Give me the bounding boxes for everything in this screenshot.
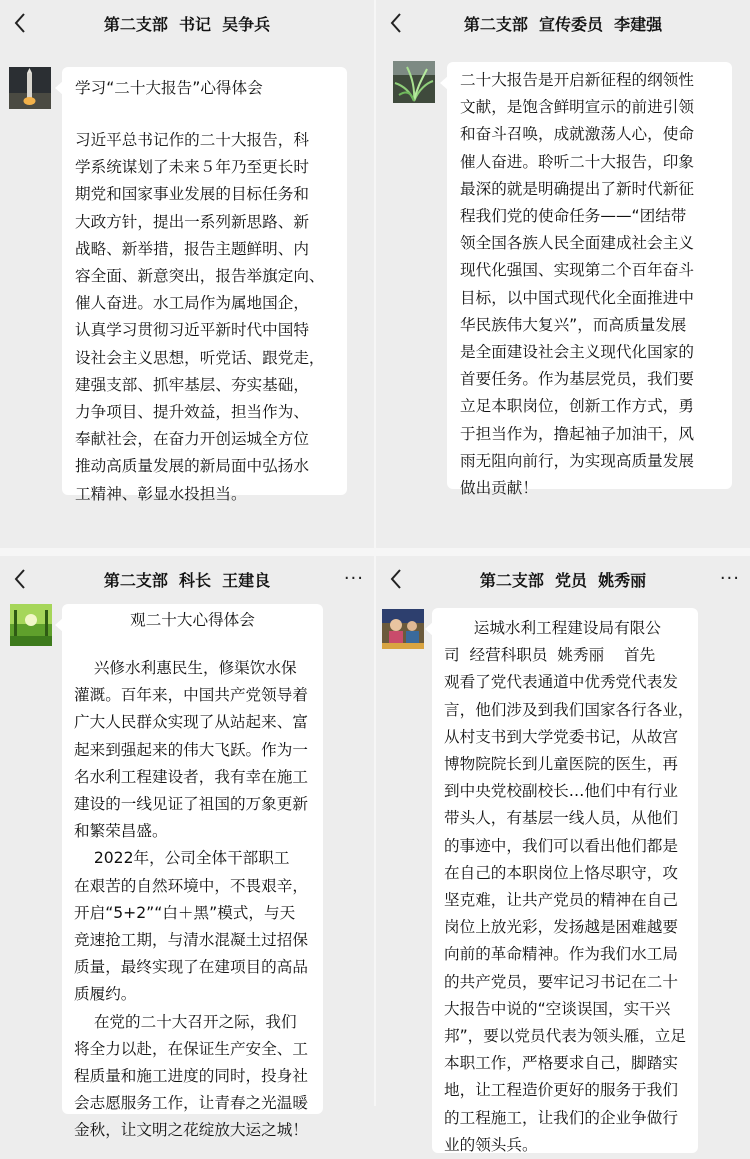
message-line: 现代化强国、实现第二个百年奋斗 bbox=[460, 261, 694, 280]
message-line: 推动高质量发展的新局面中弘扬水 bbox=[75, 457, 309, 476]
message-line: 开启“5+2”“白＋黑”模式，与天 bbox=[74, 903, 296, 922]
message-line: 质履约。 bbox=[74, 985, 137, 1004]
message-bubble bbox=[447, 62, 732, 498]
avatar[interactable] bbox=[9, 67, 51, 109]
message-line: 业的领头兵。 bbox=[444, 1135, 538, 1154]
message-line: 金秋，让文明之花绽放大运之城！ bbox=[74, 1121, 308, 1140]
message-line: 质量，最终实现了在建项目的高品 bbox=[74, 958, 308, 977]
message-line: 二十大报告是开启新征程的纲领性 bbox=[460, 71, 694, 89]
message-line: 岗位上放光彩，发扬越是困难越要 bbox=[444, 918, 678, 937]
chat-panel-4 bbox=[376, 556, 750, 1154]
message-line: 带头人，有基层一线人员，从他们 bbox=[444, 809, 678, 828]
message-bubble bbox=[62, 604, 323, 1140]
message-line: 到中央党校副校长…他们中有行业 bbox=[444, 782, 678, 801]
message-line: 建强支部、抓牢基层、夯实基础， bbox=[75, 375, 309, 394]
message-line: 工精神、彰显水投担当。 bbox=[75, 484, 247, 503]
message-line: 催人奋进。水工局作为属地国企， bbox=[75, 294, 309, 313]
message-line: 于担当作为，撸起袖子加油干，风 bbox=[460, 424, 694, 443]
message-line: 程我们党的使命任务——“团结带 bbox=[460, 207, 687, 226]
message-line: 奉献社会，在奋力开创运城全方位 bbox=[75, 430, 309, 449]
message-body bbox=[460, 67, 694, 502]
message-line: 领全国各族人民全面建成社会主义 bbox=[460, 234, 694, 253]
message-line: 坚克难，让共产党员的精神在自己 bbox=[444, 891, 678, 910]
message-line: 认真学习贯彻习近平新时代中国特 bbox=[75, 321, 309, 340]
message-line: 大报告中说的“空谈误国，实干兴 bbox=[444, 999, 671, 1018]
message-line: 催人奋进。聆听二十大报告，印象 bbox=[460, 152, 694, 171]
message-bubble bbox=[432, 608, 698, 1153]
message-line: 目标，以中国式现代化全面推进中 bbox=[460, 288, 694, 307]
message-line: 最深的就是明确提出了新时代新征 bbox=[460, 179, 694, 198]
avatar[interactable] bbox=[393, 61, 435, 103]
message-line: 在党的二十大召开之际，我们 bbox=[74, 1012, 297, 1031]
message-line: 的共产党员，要牢记习书记在二十 bbox=[444, 972, 678, 991]
message-line: 名水利工程建设者，我有幸在施工 bbox=[74, 767, 308, 786]
message-line: 在自己的本职岗位上恪尽职守，攻 bbox=[444, 863, 678, 882]
message-body bbox=[75, 127, 325, 508]
message-body bbox=[74, 655, 308, 1145]
message-line: 广大人民群众实现了从站起来、富 bbox=[74, 713, 308, 732]
message-line: 博物院院长到儿童医院的医生，再 bbox=[444, 755, 678, 774]
message-line: 在艰苦的自然环境中，不畏艰辛， bbox=[74, 876, 308, 895]
message-bubble bbox=[62, 67, 347, 503]
avatar[interactable] bbox=[10, 604, 50, 644]
message-line: 将全力以赴，在保证生产安全、工 bbox=[74, 1039, 308, 1058]
chat-title: 第二支部 科长 王建良 bbox=[103, 571, 271, 590]
chat-header bbox=[0, 556, 374, 602]
message-heading: 观二十大心得体会 bbox=[130, 611, 255, 629]
message-line: 文献，是饱含鲜明宣示的前进引领 bbox=[460, 98, 694, 117]
message-line: 力争项目、提升效益，担当作为、 bbox=[75, 403, 309, 422]
message-line: 从村支书到大学党委书记，从故宫 bbox=[444, 727, 678, 746]
more-icon[interactable]: ··· bbox=[719, 568, 740, 589]
avatar[interactable] bbox=[382, 608, 422, 646]
message-line: 司 经营科职员 姚秀丽 首先 bbox=[444, 646, 656, 665]
chat-panel-1 bbox=[0, 0, 374, 548]
message-line: 的事迹中，我们可以看出他们都是 bbox=[444, 836, 678, 855]
horizontal-divider bbox=[0, 548, 750, 556]
chat-title: 第二支部 宣传委员 李建强 bbox=[463, 15, 663, 34]
message-line: 是全面建设社会主义现代化国家的 bbox=[460, 343, 694, 362]
message-line: 大政方针，提出一系列新思路、新 bbox=[75, 212, 309, 231]
message-line: 期党和国家事业发展的目标任务和 bbox=[75, 185, 309, 204]
chevron-left-icon[interactable] bbox=[10, 566, 32, 592]
message-heading: 学习“二十大报告”心得体会 bbox=[75, 79, 263, 97]
message-line: 华民族伟大复兴”，而高质量发展 bbox=[460, 315, 687, 334]
message-line: 和奋斗召唤，成就激荡人心，使命 bbox=[460, 125, 694, 144]
message-line: 运城水利工程建设局有限公 bbox=[444, 619, 661, 637]
message-line: 起来到强起来的伟大飞跃。作为一 bbox=[74, 740, 308, 759]
message-line: 学系统谋划了未来５年乃至更长时 bbox=[75, 158, 309, 177]
message-body bbox=[444, 615, 694, 1159]
message-line: 做出贡献！ bbox=[460, 479, 538, 498]
message-line: 地，让工程造价更好的服务于我们 bbox=[444, 1081, 678, 1100]
chat-title: 第二支部 书记 吴争兵 bbox=[103, 15, 271, 34]
chat-title: 第二支部 党员 姚秀丽 bbox=[479, 571, 647, 590]
message-line: 言，他们涉及到我们国家各行各业， bbox=[444, 700, 694, 719]
message-line: 和繁荣昌盛。 bbox=[74, 822, 168, 841]
chat-header bbox=[376, 0, 750, 46]
chat-header bbox=[0, 0, 374, 46]
message-line: 雨无阻向前行，为实现高质量发展 bbox=[460, 451, 694, 470]
message-line: 竞速抢工期，与清水混凝土过招保 bbox=[74, 931, 308, 950]
chat-panel-2 bbox=[376, 0, 750, 548]
message-line: 战略、新举措，报告主题鲜明、内 bbox=[75, 239, 309, 258]
message-line: 会志愿服务工作，让青春之光温暖 bbox=[74, 1094, 308, 1113]
message-line: 首要任务。作为基层党员，我们要 bbox=[460, 370, 694, 389]
message-line: 建设的一线见证了祖国的万象更新 bbox=[74, 795, 308, 814]
message-line: 邦”，要以党员代表为领头雁，立足 bbox=[444, 1027, 686, 1046]
more-icon[interactable]: ··· bbox=[343, 568, 364, 589]
message-line: 灌溉。百年来，中国共产党领导着 bbox=[74, 686, 308, 705]
message-line: 本职工作，严格要求自己，脚踏实 bbox=[444, 1054, 678, 1073]
message-line: 设社会主义思想，听党话、跟党走， bbox=[75, 348, 325, 367]
chevron-left-icon[interactable] bbox=[386, 566, 408, 592]
chevron-left-icon[interactable] bbox=[10, 10, 32, 36]
message-line: 兴修水利惠民生，修渠饮水保 bbox=[74, 659, 297, 677]
message-line: 程质量和施工进度的同时，投身社 bbox=[74, 1067, 308, 1086]
message-line: 习近平总书记作的二十大报告，科 bbox=[75, 131, 309, 149]
message-line: 2022年，公司全体干部职工 bbox=[74, 849, 290, 868]
message-line: 向前的革命精神。作为我们水工局 bbox=[444, 945, 678, 964]
message-line: 观看了党代表通道中优秀党代表发 bbox=[444, 673, 678, 692]
chevron-left-icon[interactable] bbox=[386, 10, 408, 36]
message-line: 立足本职岗位，创新工作方式，勇 bbox=[460, 397, 694, 416]
message-line: 容全面、新意突出，报告举旗定向、 bbox=[75, 267, 325, 286]
chat-panel-3 bbox=[0, 556, 374, 1140]
message-line: 的工程施工，让我们的企业争做行 bbox=[444, 1108, 678, 1127]
chat-header bbox=[376, 556, 750, 602]
